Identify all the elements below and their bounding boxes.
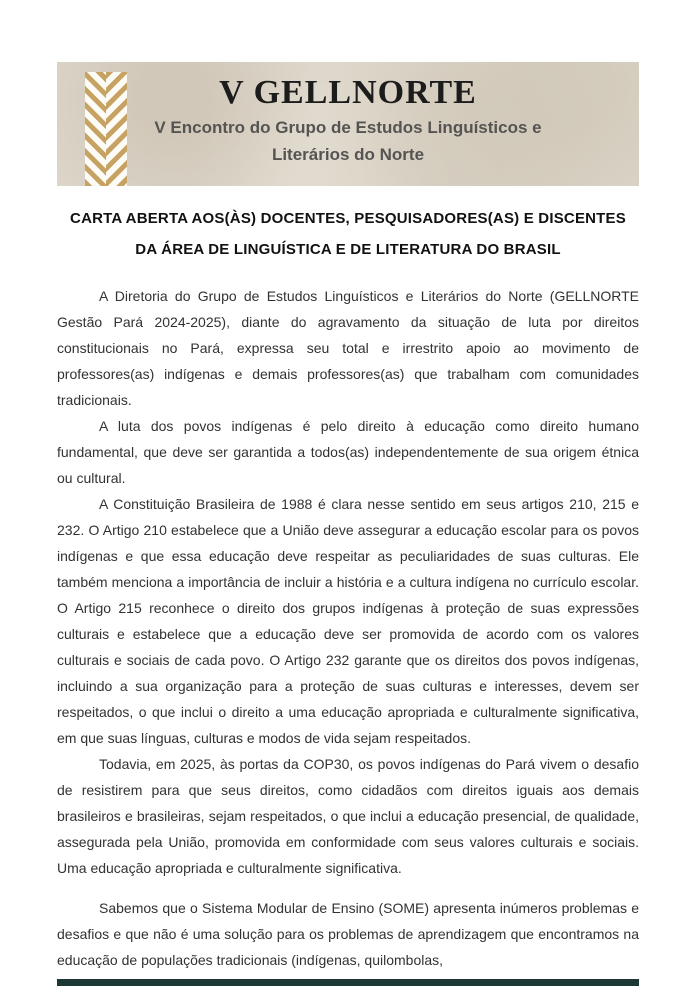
- event-banner: [57, 62, 639, 186]
- paragraph-4: Todavia, em 2025, às portas da COP30, os povos indígenas do Pará vivem o desafio de resistirem para que seus direitos, como cidadãos com direitos iguais aos demais brasileiros e brasileiras, sejam respeitados, o que inclui a educação presencial, de qualidade, assegurada pela União, promovida em conformidade com seus valores culturais e sociais. Uma educação apropriada e culturalmente significativa.: [57, 756, 639, 876]
- banner-title: V GELLNORTE: [219, 74, 477, 111]
- banner-text: [57, 72, 639, 168]
- banner-subtitle-line-2: Literários do Norte: [271, 145, 425, 164]
- letter-title-line-1: CARTA ABERTA AOS(ÀS) DOCENTES, PESQUISADORES(AS) E DISCENTES: [70, 210, 626, 227]
- paragraph-3: A Constituição Brasileira de 1988 é clara nesse sentido em seus artigos 210, 215 e 232. O Artigo 210 estabelece que a União deve assegurar a educação escolar para os povos indígenas e que essa educação deve respeitar as peculiaridades de suas culturas. Ele também menciona a importância de incluir a história e a cultura indígena no currículo escolar. O Artigo 215 reconhece o direito dos grupos indígenas à proteção de suas expressões culturais e estabelece que a educação deve ser promovida de acordo com os valores culturais e sociais de cada povo. O Artigo 232 garante que os direitos dos povos indígenas, incluindo a sua organização para a proteção de suas culturas e interesses, devem ser respeitados, o que inclui o direito a uma educação apropriada e culturalmente significativa, em que suas línguas, culturas e modos de vida sejam respeitados.: [57, 496, 639, 746]
- letter-body: [57, 283, 639, 973]
- next-page-banner-edge: [57, 979, 639, 986]
- banner-subtitle: [57, 114, 639, 168]
- paragraph-1: A Diretoria do Grupo de Estudos Linguísticos e Literários do Norte (GELLNORTE Gestão Pará 2024-2025), diante do agravamento da situação de luta por direitos constitucionais no Pará, expressa seu total e irrestrito apoio ao movimento de professores(as) indígenas e demais professores(as) que trabalham com comunidades tradicionais.: [57, 288, 639, 408]
- banner-subtitle-line-1: V Encontro do Grupo de Estudos Linguísticos e: [154, 118, 542, 137]
- letter-title: [57, 203, 639, 265]
- paragraph-5: Sabemos que o Sistema Modular de Ensino (SOME) apresenta inúmeros problemas e desafios e que não é uma solução para os problemas de aprendizagem que encontramos na educação de populações tradicionais (indígenas, quilombolas,: [57, 900, 639, 968]
- letter-title-line-2: DA ÁREA DE LINGUÍSTICA E DE LITERATURA DO BRASIL: [135, 241, 561, 258]
- paragraph-2: A luta dos povos indígenas é pelo direito à educação como direito humano fundamental, que deve ser garantida a todos(as) independentemente de sua origem étnica ou cultural.: [57, 418, 639, 486]
